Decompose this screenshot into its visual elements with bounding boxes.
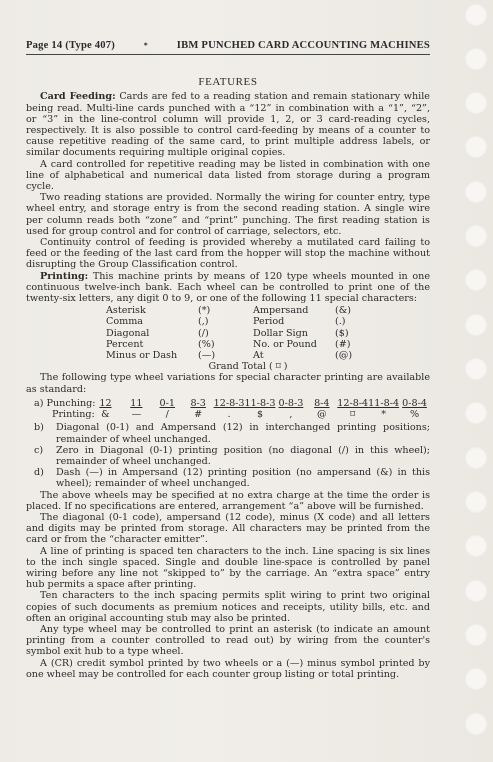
print-char: % [409, 409, 420, 421]
punch-code: 0-8-3 [278, 397, 304, 409]
symbol-char: ($) [335, 327, 349, 339]
binder-hole [465, 48, 487, 70]
print-char: # [194, 409, 203, 421]
paragraph: A (CR) credit symbol printed by two wheels or a (—) minus symbol printed by one wheel may be controlled for each counter group listing or total printing. [26, 657, 430, 680]
symbol-char: (%) [198, 338, 215, 350]
header-title: IBM PUNCHED CARD ACCOUNTING MACHINES [176, 40, 430, 51]
binder-hole [465, 713, 487, 735]
list-item [26, 445, 430, 467]
text-card-feeding: Cards are fed to a reading station and remain stationary while being read. Multi-line cards punched with a “12” in combination with a “1”, “2”, or “3” in the line-control column will provide 1, 2, or 3 card-reading cycles, respectively. It is also possible to control card-feeding by means of a counter to cause repetitive reading of the same card, to print multiple address labels, or similar documents requiring multiple original copies. [26, 91, 430, 159]
symbol-name: Asterisk [106, 305, 146, 317]
binder-hole [465, 136, 487, 158]
punch-code: 0-1 [159, 397, 175, 409]
print-char: . [227, 409, 231, 421]
paragraph: The following type wheel variations for special character printing are available as standard: [26, 372, 430, 395]
binder-hole [465, 314, 487, 336]
binder-hole [465, 580, 487, 602]
binder-hole [465, 447, 487, 469]
lead-printing: Printing: [40, 270, 89, 282]
list-text: Diagonal (0-1) and Ampersand (12) in interchanged printing positions; remainder of wheel unchanged. [56, 422, 430, 445]
binder-hole [465, 225, 487, 247]
paragraph: Ten characters to the inch spacing permits split wiring to print two original copies of such documents as premium notices and receipts, utility bills, etc. and often an original accounting stub may also be printed. [26, 590, 430, 624]
punch-code: 12 [99, 397, 112, 409]
binder-hole [465, 535, 487, 557]
print-char: $ [256, 409, 264, 421]
punch-code: 11 [130, 397, 143, 409]
symbol-name: Diagonal [106, 327, 150, 339]
paragraph-printing [26, 271, 430, 305]
page-header [26, 40, 430, 55]
paragraph: A line of printing is spaced ten characters to the inch. Line spacing is six lines to the inch single spaced. Single and double line-space is controlled by panel wiring before any line not “skipped to” by the carriage. An “extra space” entry hub permits a space after printing. [26, 545, 430, 591]
type-wheel-table [34, 398, 430, 420]
print-char: @ [317, 409, 327, 421]
symbol-char: (.) [335, 316, 346, 328]
paragraph: Any type wheel may be controlled to print an asterisk (to indicate an amount printing from a counter controlled to read out) by wiring from the counter's symbol exit hub to a type wheel. [26, 623, 430, 658]
print-char: — [131, 409, 142, 421]
symbol-name: Comma [106, 316, 144, 328]
binder-hole [465, 491, 487, 513]
binder-hole [465, 269, 487, 291]
punch-code: 11-8-3 [244, 397, 276, 409]
punching-label: a) Punching: [34, 397, 96, 409]
symbol-name: Percent [106, 338, 144, 350]
binder-hole [465, 181, 487, 203]
list-marker: b) [34, 422, 44, 434]
list-text: Dash (—) in Ampersand (12) printing position (no ampersand (&) in this wheel); remainder of wheel unchanged. [56, 467, 430, 490]
symbol-char: (&) [335, 305, 352, 317]
lead-card-feeding: Card Feeding: [40, 91, 116, 103]
symbol-char: (/) [198, 327, 209, 339]
paragraph: Continuity control of feeding is provided whereby a mutilated card failing to feed or the feeding of the last card from the hopper will stop the machine without disrupting the Group Classification control. [26, 237, 430, 271]
punch-code: 8-3 [190, 397, 206, 409]
symbol-name: At [253, 350, 264, 362]
variation-list [26, 422, 430, 489]
symbol-name: Minus or Dash [106, 350, 178, 362]
punch-code: 0-8-4 [402, 397, 427, 409]
print-char: , [289, 409, 293, 421]
binder-holes [461, 0, 487, 762]
symbol-char: (*) [198, 305, 211, 317]
punch-code: 12-8-4 [337, 397, 369, 409]
punch-code: 12-8-3 [213, 397, 245, 409]
special-characters-table [106, 305, 430, 361]
paragraph: The above wheels may be specified at no extra charge at the time the order is placed. If no specifications are entered, arrangement “a” above will be furnished. [26, 489, 430, 512]
list-text: Zero in Diagonal (0-1) printing position (no diagonal (/) in this wheel); remainder of wheel unchanged. [56, 444, 430, 467]
printing-label: Printing: [52, 409, 95, 421]
symbol-name: Dollar Sign [253, 327, 308, 339]
section-title: FEATURES [198, 76, 258, 89]
header-separator: * [143, 41, 148, 50]
grand-total-symbol: Grand Total ( ⌑ ) [208, 361, 288, 373]
symbol-char: (—) [198, 350, 216, 362]
binder-hole [465, 358, 487, 380]
list-item [26, 467, 430, 489]
paragraph: Two reading stations are provided. Normally the wiring for counter entry, type wheel entry, and storage entry is from the second reading station. A single wire per column reads both “zone” and “print” punching. The first reading station is used for group control and for control of carriage, selectors, etc. [26, 192, 430, 237]
symbol-char: (#) [335, 338, 351, 350]
document-body [26, 40, 430, 680]
binder-hole [465, 92, 487, 114]
print-char: * [381, 409, 387, 421]
punch-code: 8-4 [314, 397, 330, 409]
symbol-name: Ampersand [253, 305, 309, 317]
paragraph-card-feeding [26, 91, 430, 158]
print-char: / [165, 409, 169, 421]
list-item [26, 422, 430, 444]
list-marker: d) [34, 467, 44, 479]
binder-hole [465, 402, 487, 424]
symbol-name: Period [253, 316, 285, 328]
paragraph: The diagonal (0-1 code), ampersand (12 code), minus (X code) and all letters and digits may be printed from storage. All characters may be printed from the card or from the “character emitter”. [26, 511, 430, 546]
symbol-char: (,) [198, 316, 209, 328]
binder-hole [465, 668, 487, 690]
binder-hole [465, 624, 487, 646]
binder-hole [465, 4, 487, 26]
list-marker: c) [34, 444, 44, 456]
symbol-char: (@) [335, 350, 353, 362]
page-number: Page 14 (Type 407) [26, 40, 116, 51]
paragraph: A card controlled for repetitive reading may be listed in combination with one line of alphabetical and numerical data listed from storage during a program cycle. [26, 158, 430, 193]
symbol-name: No. or Pound [253, 338, 317, 350]
print-char: ⌑ [350, 409, 356, 421]
text-printing: This machine prints by means of 120 type wheels mounted in one continuous twelve-inch bank. Each wheel can be controlled to print one of the twenty-six letters, any digit 0 to 9, or one of the following 11 special characters: [26, 270, 430, 305]
punch-code: 11-8-4 [368, 397, 400, 409]
print-char: & [101, 409, 110, 421]
